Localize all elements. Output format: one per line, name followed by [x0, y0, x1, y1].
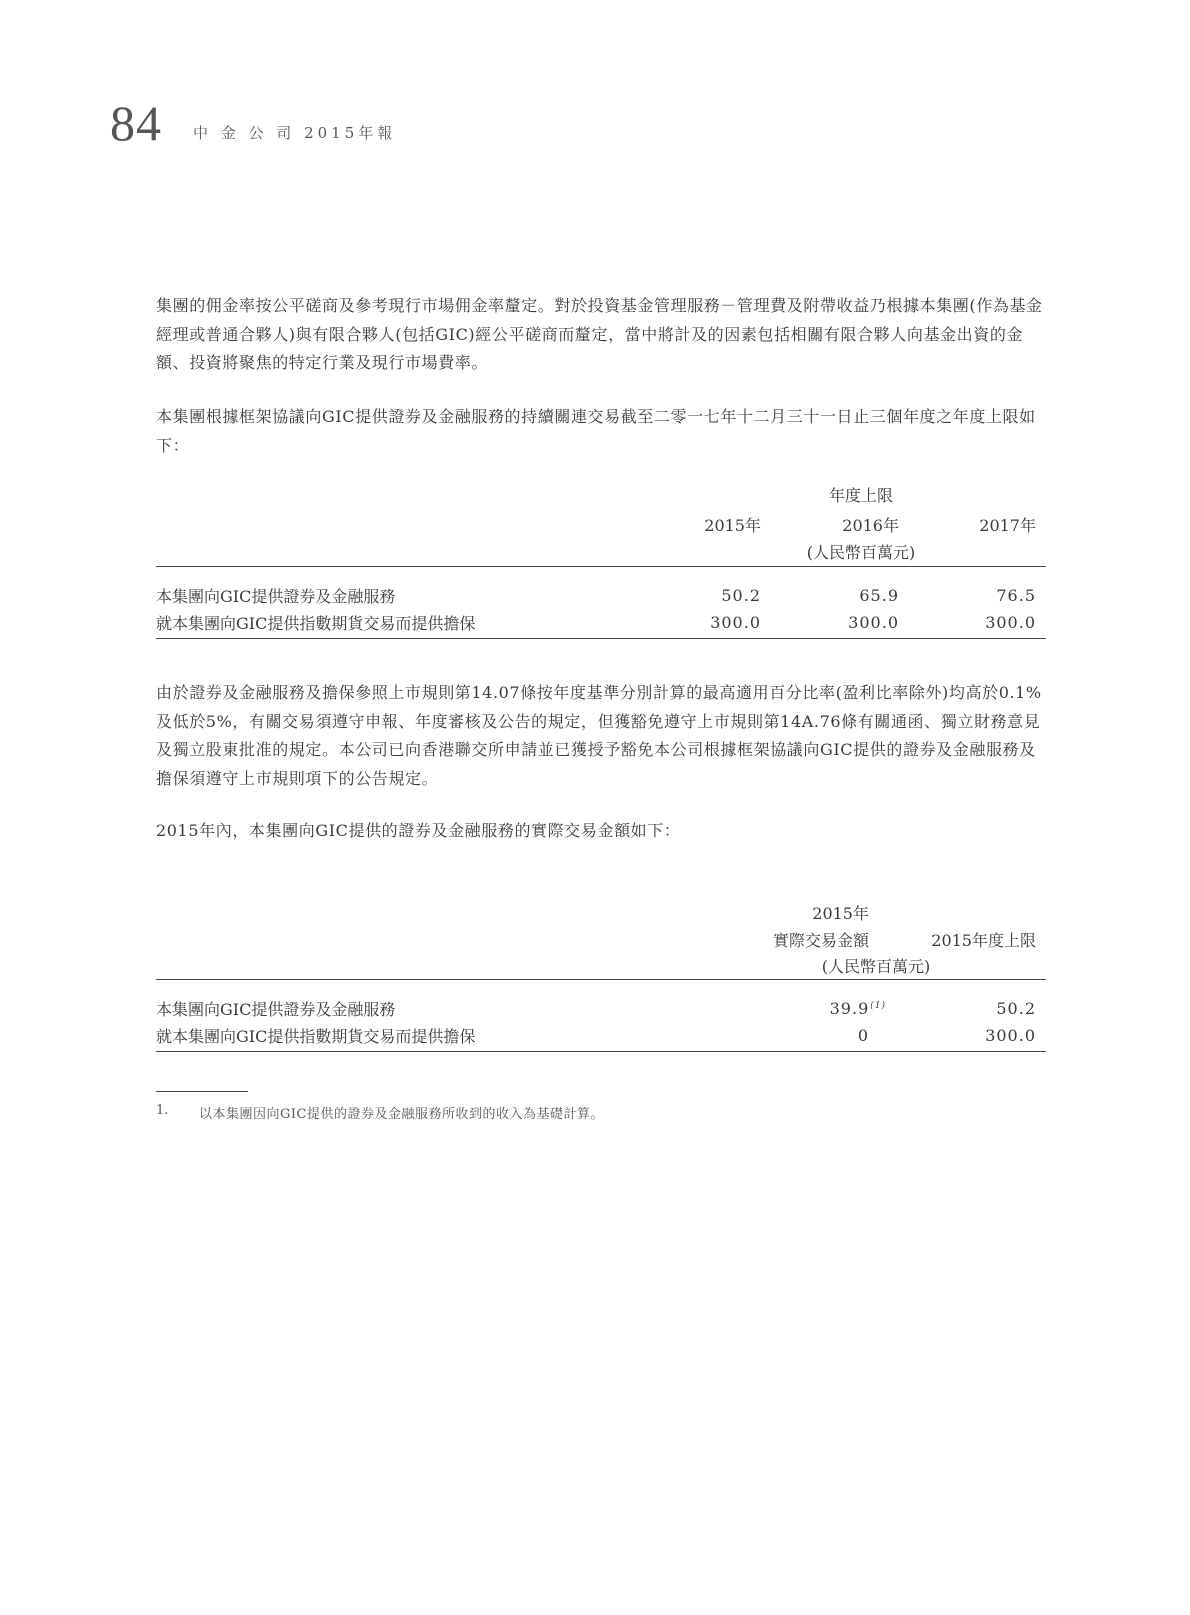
bottom-rule — [156, 638, 1046, 639]
column-header-year: 2015年 — [812, 904, 869, 923]
actual-value: 0 — [857, 1026, 869, 1045]
value-2015: 300.0 — [710, 613, 761, 632]
actual-number: 39.9 — [829, 999, 870, 1018]
unit-label: (人民幣百萬元) — [806, 543, 916, 562]
row-label: 本集團向GIC提供證券及金融服務 — [156, 587, 396, 606]
bottom-rule — [156, 1051, 1046, 1052]
running-title: 中 金 公 司 2015年報 — [193, 124, 397, 142]
footnote-number: 1. — [156, 1103, 169, 1118]
row-label: 本集團向GIC提供證券及金融服務 — [156, 1000, 396, 1019]
unit-label: (人民幣百萬元) — [821, 957, 931, 976]
paragraph-annual-caps-intro: 本集團根據框架協議向GIC提供證券及金融服務的持續關連交易截至二零一七年十二月三十一日止三個年度之年度上限如下： — [156, 407, 1036, 455]
cap-value: 300.0 — [985, 1026, 1036, 1045]
column-header-actual: 實際交易金額 — [772, 931, 869, 950]
column-header-2016: 2016年 — [842, 516, 899, 535]
value-2016: 65.9 — [859, 586, 899, 605]
footnote-text: 以本集團因向GIC提供的證券及金融服務所收到的收入為基礎計算。 — [199, 1107, 604, 1122]
group-header: 年度上限 — [828, 486, 893, 505]
header-rule — [156, 566, 1046, 567]
annual-caps-table — [156, 480, 1046, 640]
paragraph-exemption: 由於證券及金融服務及擔保參照上市規則第14.07條按年度基準分別計算的最高適用百分比率(盈利比率除外)均高於0.1%及低於5%，有關交易須遵守申報、年度審核及公告的規定，但獲豁免遵守上市規則第14A.76條有關通函、獨立財務意見及獨立股東批准的規定。本公司已向香港聯交所申請並已獲授予豁免本公司根據框架協議向GIC提供的證券及金融服務及擔保須遵守上市規則項下的公告規定。 — [156, 683, 1042, 788]
footnote-marker: (1) — [870, 1001, 886, 1011]
paragraph-actual-amounts-intro: 2015年內，本集團向GIC提供的證券及金融服務的實際交易金額如下： — [156, 821, 681, 840]
value-2016: 300.0 — [848, 613, 899, 632]
value-2017: 76.5 — [996, 586, 1036, 605]
column-header-2015: 2015年 — [704, 516, 761, 535]
column-header-2017: 2017年 — [979, 516, 1036, 535]
row-label: 就本集團向GIC提供指數期貨交易而提供擔保 — [156, 614, 476, 633]
header-rule — [156, 979, 1046, 980]
cap-value: 50.2 — [996, 999, 1036, 1018]
row-label: 就本集團向GIC提供指數期貨交易而提供擔保 — [156, 1027, 476, 1046]
value-2015: 50.2 — [721, 586, 761, 605]
actual-value — [736, 999, 886, 1018]
column-header-cap: 2015年度上限 — [931, 931, 1036, 950]
page-number: 84 — [110, 95, 162, 151]
footnote-rule — [156, 1091, 248, 1092]
paragraph-commission-rates: 集團的佣金率按公平磋商及參考現行市場佣金率釐定。對於投資基金管理服務－管理費及附帶收益乃根據本集團(作為基金經理或普通合夥人)與有限合夥人(包括GIC)經公平磋商而釐定，當中將計及的因素包括相關有限合夥人向基金出資的金額、投資將聚焦的特定行業及現行市場費率。 — [156, 296, 1043, 372]
value-2017: 300.0 — [985, 613, 1036, 632]
actual-amounts-table — [156, 893, 1046, 1053]
